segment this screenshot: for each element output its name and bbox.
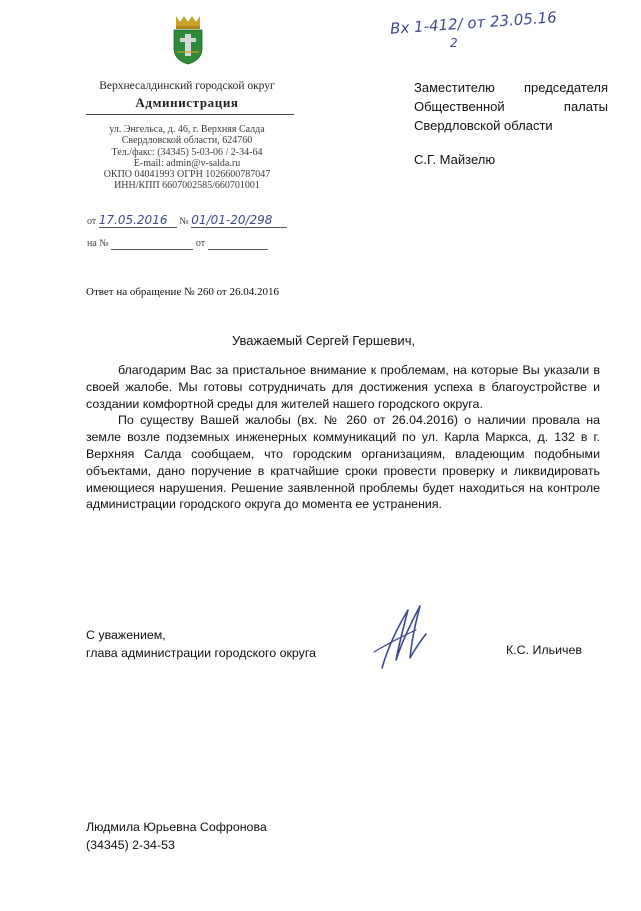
outgoing-date: 17.05.2016 xyxy=(98,213,168,227)
contact-line: Тел./факс: (34345) 5-03-06 / 2-34-64 xyxy=(111,146,263,158)
executor-name: Людмила Юрьевна Софронова xyxy=(86,820,267,834)
reply-line: Ответ на обращение № 260 от 26.04.2016 xyxy=(86,286,279,298)
contact-line: ОКПО 04041993 ОГРН 1026600787047 xyxy=(103,169,271,181)
executor-phone: (34345) 2-34-53 xyxy=(86,838,175,852)
signer-name: К.С. Ильичев xyxy=(506,643,582,657)
from-label: от xyxy=(87,216,97,227)
contact-line: ИНН/КПП 6607002585/660701001 xyxy=(114,180,260,192)
addressee-line: Заместителю председателя xyxy=(414,80,608,95)
contact-line: E-mail: admin@v-salda.ru xyxy=(133,157,241,169)
incoming-registration-mark xyxy=(389,8,620,52)
outgoing-number: 01/01-20/298 xyxy=(191,213,273,227)
header-divider xyxy=(86,114,294,115)
salutation: Уважаемый Сергей Гершевич, xyxy=(232,333,416,348)
handwritten-signature xyxy=(360,600,450,680)
executor-block xyxy=(86,818,267,854)
on-number-label: на № xyxy=(87,238,109,249)
coat-of-arms-icon xyxy=(168,14,208,66)
addressee-block xyxy=(414,78,608,135)
incoming-ref-line xyxy=(87,238,268,250)
contact-line: Свердловской области, 624760 xyxy=(121,135,253,147)
incoming-mark-sub: 2 xyxy=(450,36,458,50)
incoming-mark-text: Вх 1-412/ от 23.05.16 xyxy=(389,8,558,38)
addressee-name: С.Г. Майзелю xyxy=(414,152,496,167)
org-name: Верхнесалдинский городской округ xyxy=(99,80,275,92)
number-label: № xyxy=(179,216,189,227)
contact-line: ул. Энгельса, д. 46, г. Верхняя Салда xyxy=(109,124,265,135)
letter-body xyxy=(86,362,600,513)
addressee-line: Свердловской области xyxy=(414,118,553,133)
addressee-line: Общественной палаты xyxy=(414,99,608,114)
body-paragraph: По существу Вашей жалобы (вх. № 260 от 26.04.2016) о наличии провала на земле возле подземных инженерных коммуникаций по ул. Карла Маркса, д. 132 в г. Верхняя Салда сообщаем, что городским организациям, владеющим подобными объектами, дано поручение в кратчайшие сроки провести проверку и ликвидировать имеющиеся нарушения. Решение заявленной проблемы будет находиться на контроле администрации городского округа до момента ее устранения. xyxy=(86,413,600,512)
outgoing-ref-line xyxy=(87,213,287,228)
closing-block xyxy=(86,626,316,662)
regards-text: С уважением, xyxy=(86,628,166,642)
admin-title: Администрация xyxy=(135,95,239,110)
signer-position: глава администрации городского округа xyxy=(86,646,317,660)
body-paragraph: благодарим Вас за пристальное внимание к проблемам, на которые Вы указали в своей жалобе. Мы готовы сотрудничать для достижения успеха в благоустройстве и создании комфортной среды для жителей нашего городского округа. xyxy=(86,363,600,411)
of-label: от xyxy=(195,238,206,249)
contacts-block xyxy=(62,124,312,192)
